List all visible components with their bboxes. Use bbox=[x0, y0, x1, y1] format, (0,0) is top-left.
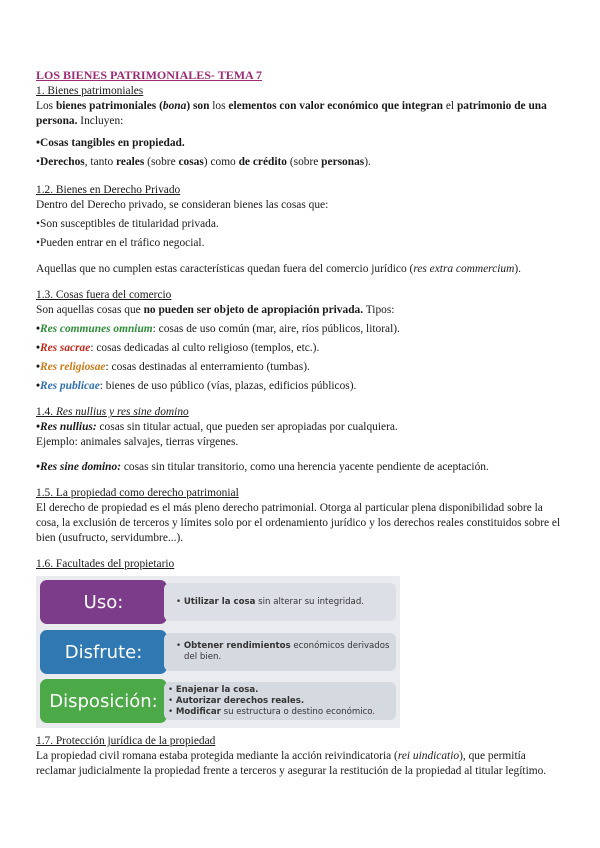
section-2-bullet-2: •Pueden entrar en el tráfico negocial. bbox=[36, 237, 205, 249]
document-page bbox=[36, 68, 566, 779]
section-2-bullet-1: •Son susceptibles de titularidad privada. bbox=[36, 218, 219, 230]
section-heading-7: 1.7. Protección jurídica de la propiedad bbox=[36, 735, 216, 747]
res-sine-domino-item: •Res sine domino: cosas sin titular transitorio, como una herencia yacente pendiente de aceptación. bbox=[36, 461, 489, 473]
disfrute-row bbox=[40, 630, 396, 674]
res-nullius-example: Ejemplo: animales salvajes, tierras vírgenes. bbox=[36, 436, 239, 448]
section-7-text: La propiedad civil romana estaba protegida mediante la acción reivindicatoria (rei uindicatio), que permitía reclamar judicialmente la propiedad frente a terceros y asegurar la restitución de la propiedad al titular legítimo. bbox=[36, 750, 547, 777]
section-1-intro: Los bienes patrimoniales (bona) son los elementos con valor económico que integran el patrimonio de una persona. Incluyen: bbox=[36, 100, 547, 127]
section-heading-4: 1.4. Res nullius y res sine domino bbox=[36, 406, 189, 418]
section-heading-1: 1. Bienes patrimoniales bbox=[36, 85, 144, 97]
uso-label: Uso: bbox=[40, 580, 167, 624]
disfrute-description: • Obtener rendimientos económicos derivados del bien. bbox=[164, 633, 396, 671]
section-3-intro: Son aquellas cosas que no pueden ser objeto de apropiación privada. Tipos: bbox=[36, 304, 395, 316]
section-heading-2: 1.2. Bienes en Derecho Privado bbox=[36, 184, 181, 196]
section-heading-5: 1.5. La propiedad como derecho patrimonial bbox=[36, 487, 239, 499]
section-2-intro: Dentro del Derecho privado, se consideran bienes las cosas que: bbox=[36, 199, 329, 211]
res-sacrae-item: •Res sacrae: cosas dedicadas al culto religioso (templos, etc.). bbox=[36, 342, 320, 354]
section-5-text: El derecho de propiedad es el más pleno derecho patrimonial. Otorga al particular plena disponibilidad sobre la cosa, la exclusión de terceros y límites solo por el ordenamiento jurídico y los derechos reales constituidos sobre el bien (usufructo, servidumbre...). bbox=[36, 502, 561, 544]
disposicion-description: • Enajenar la cosa. • Autorizar derechos reales. • Modificar su estructura o destino económico. bbox=[164, 682, 396, 720]
disfrute-label: Disfrute: bbox=[40, 630, 167, 674]
section-1-bullet-1: •Cosas tangibles en propiedad. bbox=[36, 137, 185, 149]
res-communes-item: •Res communes omnium: cosas de uso común (mar, aire, ríos públicos, litoral). bbox=[36, 323, 400, 335]
uso-row bbox=[40, 580, 396, 624]
document-title: LOS BIENES PATRIMONIALES- TEMA 7 bbox=[36, 68, 263, 82]
res-publicae-item: •Res publicae: bienes de uso público (vías, plazas, edificios públicos). bbox=[36, 380, 357, 392]
section-heading-3: 1.3. Cosas fuera del comercio bbox=[36, 289, 172, 301]
uso-description: • Utilizar la cosa sin alterar su integridad. bbox=[164, 583, 396, 621]
section-2-note: Aquellas que no cumplen estas características quedan fuera del comercio jurídico (res extra commercium). bbox=[36, 263, 521, 275]
facultades-diagram bbox=[36, 576, 400, 728]
section-1-bullet-2: •Derechos, tanto reales (sobre cosas) como de crédito (sobre personas). bbox=[36, 156, 371, 168]
res-religiosae-item: •Res religiosae: cosas destinadas al enterramiento (tumbas). bbox=[36, 361, 310, 373]
res-nullius-item: •Res nullius: cosas sin titular actual, que pueden ser apropiadas por cualquiera. bbox=[36, 421, 398, 433]
disposicion-label: Disposición: bbox=[40, 679, 167, 723]
section-heading-6: 1.6. Facultades del propietario bbox=[36, 558, 175, 570]
disposicion-row bbox=[40, 679, 396, 723]
